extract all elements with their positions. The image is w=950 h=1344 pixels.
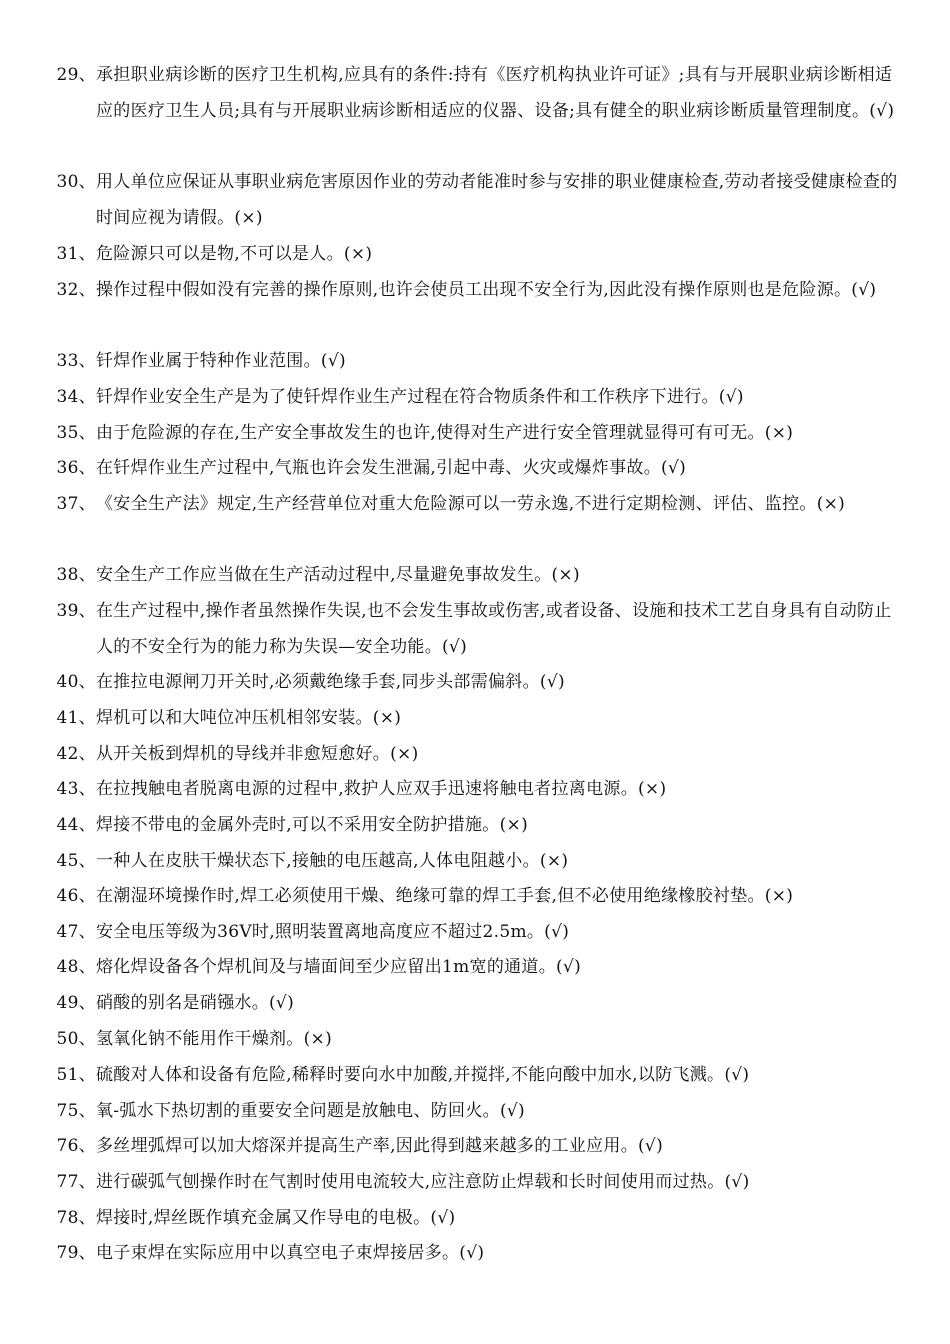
question-number: 49、 — [56, 993, 96, 1013]
question-text: 多丝埋弧焊可以加大熔深并提高生产率,因此得到越来越多的工业应用。(√) — [96, 1136, 663, 1156]
question-number: 78、 — [56, 1208, 96, 1228]
question-number: 41、 — [56, 708, 96, 728]
question-text: 安全生产工作应当做在生产活动过程中,尽量避免事故发生。(×) — [96, 565, 580, 585]
question-text: 在生产过程中,操作者虽然操作失误,也不会发生事故或伤害,或者设备、设施和技术工艺自身具有自动防止人的不安全行为的能力称为失误—安全功能。(√) — [96, 601, 892, 657]
question-text: 焊接时,焊丝既作填充金属又作导电的电极。(√) — [96, 1208, 456, 1228]
question-text: 电子束焊在实际应用中以真空电子束焊接居多。(√) — [96, 1243, 485, 1263]
question-text: 一种人在皮肤干燥状态下,接触的电压越高,人体电阻越小。(×) — [96, 851, 569, 871]
question-text: 硝酸的别名是硝镪水。(√) — [96, 993, 294, 1013]
question-number: 42、 — [56, 744, 96, 764]
question-text: 氧-弧水下热切割的重要安全问题是放触电、防回火。(√) — [96, 1101, 525, 1121]
question-text: 在钎焊作业生产过程中,气瓶也许会发生泄漏,引起中毒、火灾或爆炸事故。(√) — [96, 458, 687, 478]
question-text: 用人单位应保证从事职业病危害原因作业的劳动者能准时参与安排的职业健康检查,劳动者接受健康检查的时间应视为请假。(×) — [96, 172, 898, 228]
question-number: 40、 — [56, 672, 96, 692]
question-number: 79、 — [56, 1243, 96, 1263]
question-number: 30、 — [56, 172, 96, 192]
question-number: 31、 — [56, 244, 96, 264]
question-text: 《安全生产法》规定,生产经营单位对重大危险源可以一劳永逸,不进行定期检测、评估、监控。(×) — [96, 494, 846, 514]
question-text: 在拉拽触电者脱离电源的过程中,救护人应双手迅速将触电者拉离电源。(×) — [96, 779, 667, 799]
question-number: 29、 — [56, 65, 96, 85]
question-number: 51、 — [56, 1065, 96, 1085]
question-number: 75、 — [56, 1101, 96, 1121]
question-number: 36、 — [56, 458, 96, 478]
question-number: 45、 — [56, 851, 96, 871]
question-number: 34、 — [56, 387, 96, 407]
question-number: 77、 — [56, 1172, 96, 1192]
question-number: 44、 — [56, 815, 96, 835]
question-text: 熔化焊设备各个焊机间及与墙面间至少应留出1m宽的通道。(√) — [96, 957, 582, 977]
question-text: 承担职业病诊断的医疗卫生机构,应具有的条件:持有《医疗机构执业许可证》;具有与开展职业病诊断相适应的医疗卫生人员;具有与开展职业病诊断相适应的仪器、设备;具有健全的职业病诊断质量管理制度。(√) — [96, 65, 895, 121]
question-text: 安全电压等级为36V时,照明装置离地高度应不超过2.5m。(√) — [96, 922, 570, 942]
question-number: 35、 — [56, 423, 96, 443]
question-text: 焊接不带电的金属外壳时,可以不采用安全防护措施。(×) — [96, 815, 529, 835]
question-number: 37、 — [56, 494, 96, 514]
question-text: 进行碳弧气刨操作时在气割时使用电流较大,应注意防止焊载和长时间使用而过热。(√) — [96, 1172, 750, 1192]
question-number: 32、 — [56, 280, 96, 300]
question-number: 47、 — [56, 922, 96, 942]
question-number: 46、 — [56, 886, 96, 906]
question-number: 38、 — [56, 565, 96, 585]
question-text: 硫酸对人体和设备有危险,稀释时要向水中加酸,并搅拌,不能向酸中加水,以防飞溅。(√) — [96, 1065, 750, 1085]
question-text: 操作过程中假如没有完善的操作原则,也许会使员工出现不安全行为,因此没有操作原则也是危险源。(√) — [96, 280, 877, 300]
question-text: 在推拉电源闸刀开关时,必须戴绝缘手套,同步头部需偏斜。(√) — [96, 672, 565, 692]
question-text: 钎焊作业属于特种作业范围。(√) — [96, 351, 346, 371]
question-text: 焊机可以和大吨位冲压机相邻安装。(×) — [96, 708, 402, 728]
question-text: 由于危险源的存在,生产安全事故发生的也许,使得对生产进行安全管理就显得可有可无。(×) — [96, 423, 794, 443]
question-number: 43、 — [56, 779, 96, 799]
question-number: 76、 — [56, 1136, 96, 1156]
question-text: 氢氧化钠不能用作干燥剂。(×) — [96, 1029, 333, 1049]
question-number: 39、 — [56, 601, 96, 621]
question-text: 从开关板到焊机的导线并非愈短愈好。(×) — [96, 744, 419, 764]
question-number: 50、 — [56, 1029, 96, 1049]
question-number: 33、 — [56, 351, 96, 371]
question-number: 48、 — [56, 957, 96, 977]
question-text: 危险源只可以是物,不可以是人。(×) — [96, 244, 373, 264]
question-text: 钎焊作业安全生产是为了使钎焊作业生产过程在符合物质条件和工作秩序下进行。(√) — [96, 387, 744, 407]
question-text: 在潮湿环境操作时,焊工必须使用干燥、绝缘可靠的焊工手套,但不必使用绝缘橡胶衬垫。(×) — [96, 886, 794, 906]
